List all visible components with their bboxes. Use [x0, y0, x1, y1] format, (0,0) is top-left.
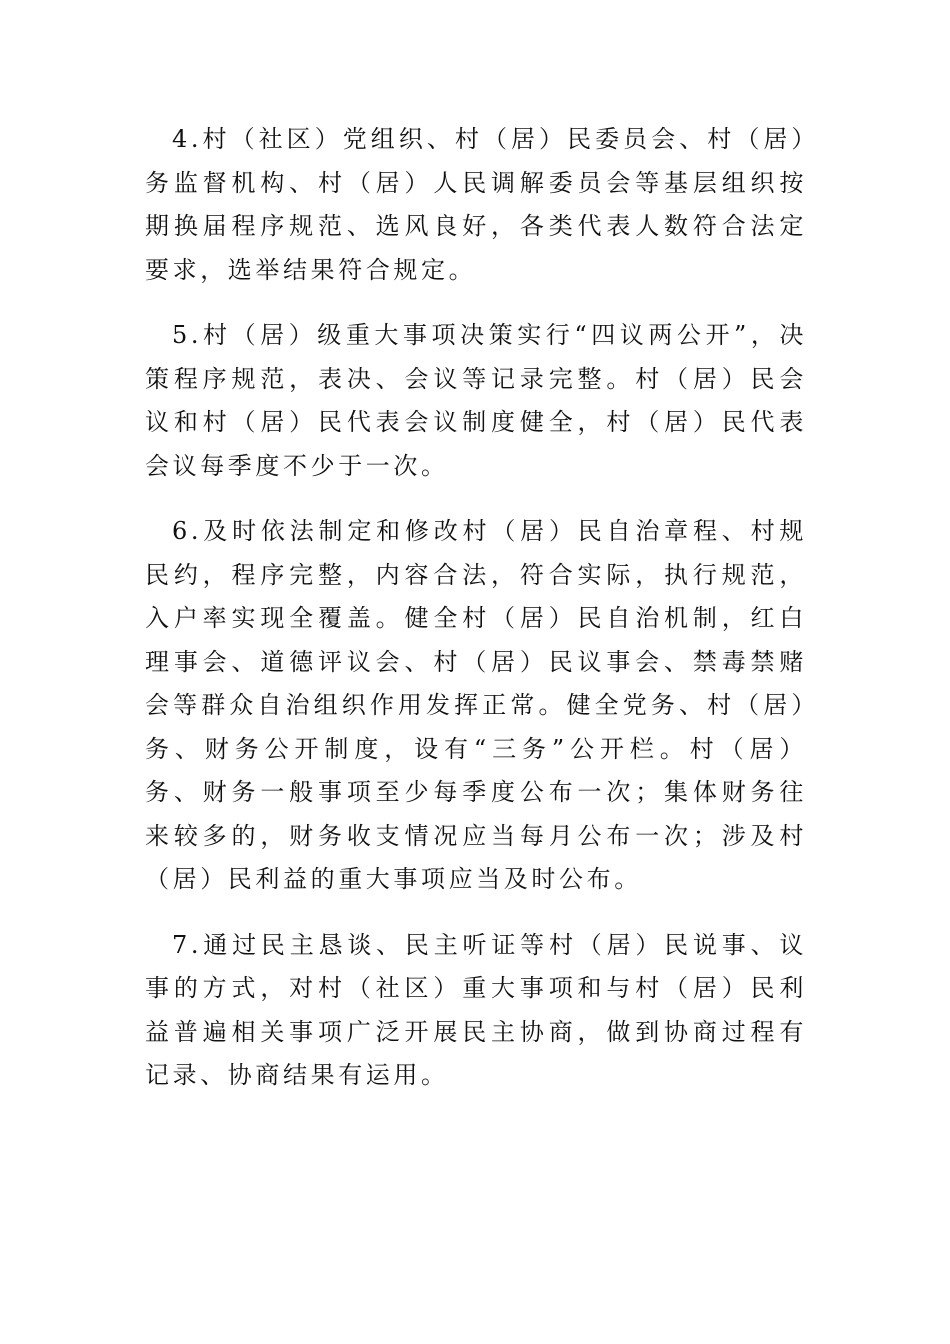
paragraph-item-6: 6.及时依法制定和修改村（居）民自治章程、村规民约，程序完整，内容合法，符合实际，执行规范，入户率实现全覆盖。健全村（居）民自治机制，红白理事会、道德评议会、村（居）民议事会、禁毒禁赌会等群众自治组织作用发挥正常。健全党务、村（居）务、财务公开制度，设有“三务”公开栏。村（居）务、财务一般事项至少每季度公布一次；集体财务往来较多的，财务收支情况应当每月公布一次；涉及村（居）民利益的重大事项应当及时公布。: [145, 517, 807, 893]
paragraph-item-4: 4.村（社区）党组织、村（居）民委员会、村（居）务监督机构、村（居）人民调解委员会等基层组织按期换届程序规范、选风良好，各类代表人数符合法定要求，选举结果符合规定。: [145, 125, 807, 284]
paragraph-item-5: 5.村（居）级重大事项决策实行“四议两公开”，决策程序规范，表决、会议等记录完整。村（居）民会议和村（居）民代表会议制度健全，村（居）民代表会议每季度不少于一次。: [145, 321, 807, 480]
document-page: [145, 118, 807, 1120]
paragraph-item-7: 7.通过民主恳谈、民主听证等村（居）民说事、议事的方式，对村（社区）重大事项和与村（居）民利益普遍相关事项广泛开展民主协商，做到协商过程有记录、协商结果有运用。: [145, 930, 807, 1089]
